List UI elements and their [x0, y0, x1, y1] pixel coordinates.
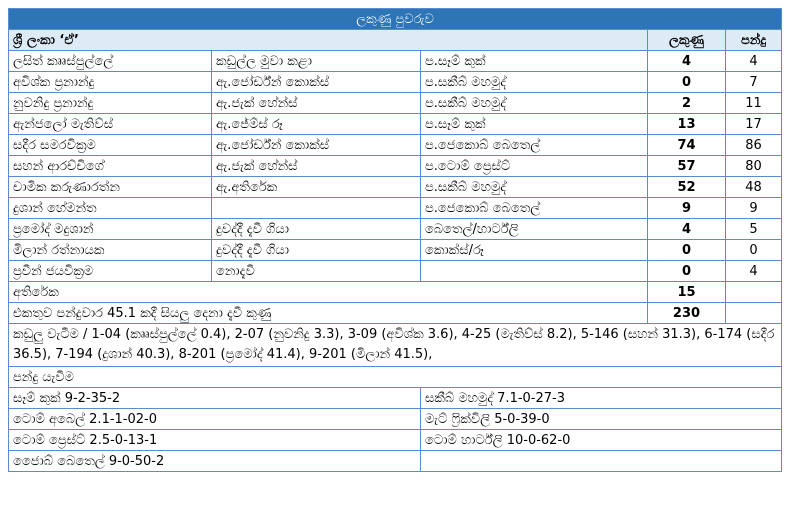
dismissal: කඩුල්ල මුවා කළා: [212, 51, 421, 72]
bowling-figure: මැට් ෆ්‍රික්විලි 5-0-39-0: [421, 409, 782, 430]
batting-row: [9, 156, 782, 177]
batting-row: [9, 93, 782, 114]
total-label: එකතුව පන්දුවාර 45.1 කදී සියලු දෙනා දැවී කුණු: [9, 303, 648, 324]
bowler: ප.සකීබ් මහමුද්: [421, 72, 648, 93]
bowling-figure: සකීබ් මහමුද් 7.1-0-27-3: [421, 388, 782, 409]
batting-row: [9, 114, 782, 135]
batter-name: චාමික කරුණාරත්න: [9, 177, 212, 198]
batting-row: [9, 198, 782, 219]
bowling-row: [9, 451, 782, 472]
bowling-row: [9, 430, 782, 451]
fall-of-wickets: කඩුලු වැටීම / 1-04 (කෲස්පුල්ලේ 0.4), 2-07 (නුවනිදු 3.3), 3-09 (අවිශ්ක 3.6), 4-25 (මැතිව්ස් 8.2), 5-146 (සහන් 31.3), 6-174 (සදීර 36.5), 7-194 (දුශාන් 40.3), 8-201 (ප්‍රමෝද් 41.4), 9-201 (මිලාන් 41.5),: [9, 324, 782, 367]
dismissal: දුවද්දී දැවී ගියා: [212, 240, 421, 261]
balls: 7: [726, 72, 782, 93]
bowling-figure: සෑම් කුක් 9-2-35-2: [9, 388, 421, 409]
runs: 0: [648, 72, 726, 93]
dismissal: ඇ.ජෝර්ඩ්න් කොක්ස්: [212, 135, 421, 156]
bowler: ප.සකීබ් මහමුද්: [421, 177, 648, 198]
dismissal: [212, 198, 421, 219]
batting-row: [9, 219, 782, 240]
balls: 5: [726, 219, 782, 240]
runs: 0: [648, 240, 726, 261]
batter-name: දුශාන් හේමන්ත: [9, 198, 212, 219]
bowler: බෙතෙල්/හාර්ට්ලි: [421, 219, 648, 240]
bowling-rows: [9, 388, 782, 472]
batter-name: ඇන්ජලෝ මැතිව්ස්: [9, 114, 212, 135]
runs: 4: [648, 219, 726, 240]
total-value: 230: [648, 303, 726, 324]
batting-row: [9, 177, 782, 198]
bowling-figure: [421, 451, 782, 472]
batting-row: [9, 240, 782, 261]
runs: 74: [648, 135, 726, 156]
bowling-figure: ටොම් අබෙල් 2.1-1-02-0: [9, 409, 421, 430]
dismissal: ඇ.ජේම්ස් රූ: [212, 114, 421, 135]
batter-name: සහන් ආරච්චිගේ: [9, 156, 212, 177]
runs: 57: [648, 156, 726, 177]
bowling-row: [9, 409, 782, 430]
total-balls-cell: [726, 303, 782, 324]
dismissal: ඇ.ජෝර්ඩ්න් කොක්ස්: [212, 72, 421, 93]
bowler: ප.සකීබ් මහමුද්: [421, 93, 648, 114]
batting-row: [9, 72, 782, 93]
bowler: ප.ටොම් ප්‍රෙස්ට්: [421, 156, 648, 177]
dismissal: නොදැවී: [212, 261, 421, 282]
balls: 0: [726, 240, 782, 261]
team-name: ශ්‍රී ලංකා ‘ඒ’: [9, 30, 648, 51]
runs: 2: [648, 93, 726, 114]
balls: 11: [726, 93, 782, 114]
batting-row: [9, 51, 782, 72]
balls: 9: [726, 198, 782, 219]
bowler: ප.ජෙකොබ් බෙතෙල්: [421, 135, 648, 156]
batter-name: ප්‍රවීන් ජයවික්‍රම: [9, 261, 212, 282]
runs: 9: [648, 198, 726, 219]
bowling-row: [9, 388, 782, 409]
extras-label: අතිරේක: [9, 282, 648, 303]
dismissal: ඇ.ජැක් හේන්ස්: [212, 156, 421, 177]
bowler: [421, 261, 648, 282]
batter-name: සදීර සමරවික්‍රම: [9, 135, 212, 156]
runs-header: ලකුණු: [648, 30, 726, 51]
bowler: ප.සෑම් කුක්: [421, 114, 648, 135]
batting-rows: [9, 51, 782, 282]
batting-row: [9, 135, 782, 156]
balls: 86: [726, 135, 782, 156]
dismissal: ඇ.අතිරේක: [212, 177, 421, 198]
bowler: ප.ජෙකොබ් බෙතෙල්: [421, 198, 648, 219]
batter-name: අවිශ්ක ප්‍රනාන්දු: [9, 72, 212, 93]
batter-name: ප්‍රමෝද් මදුශාන්: [9, 219, 212, 240]
runs: 13: [648, 114, 726, 135]
balls: 48: [726, 177, 782, 198]
batter-name: ලසිත් කෲස්පුල්ලේ: [9, 51, 212, 72]
dismissal: ඇ.ජැක් හේන්ස්: [212, 93, 421, 114]
extras-balls-cell: [726, 282, 782, 303]
balls: 80: [726, 156, 782, 177]
bowler: ප.සෑම් කුක්: [421, 51, 648, 72]
balls: 4: [726, 261, 782, 282]
runs: 4: [648, 51, 726, 72]
scorecard-title: ලකුණු පුවරුව: [9, 9, 782, 30]
scorecard-table: [8, 8, 782, 472]
bowling-figure: ටොම් හාර්ට්ලි 10-0-62-0: [421, 430, 782, 451]
batter-name: නුවනිදු ප්‍රනාන්දු: [9, 93, 212, 114]
runs: 52: [648, 177, 726, 198]
balls: 4: [726, 51, 782, 72]
bowling-figure: ටොම් ප්‍රෙස්ට් 2.5-0-13-1: [9, 430, 421, 451]
extras-value: 15: [648, 282, 726, 303]
bowler: කොක්ස්/රූ: [421, 240, 648, 261]
bowling-figure: ජෙොබ් බෙතෙල් 9-0-50-2: [9, 451, 421, 472]
dismissal: දුවද්දී දැවී ගියා: [212, 219, 421, 240]
balls: 17: [726, 114, 782, 135]
batter-name: මිලාන් රත්නායක: [9, 240, 212, 261]
runs: 0: [648, 261, 726, 282]
bowling-label: පන්දු යැවීම: [9, 367, 782, 388]
batting-row: [9, 261, 782, 282]
balls-header: පන්දු: [726, 30, 782, 51]
